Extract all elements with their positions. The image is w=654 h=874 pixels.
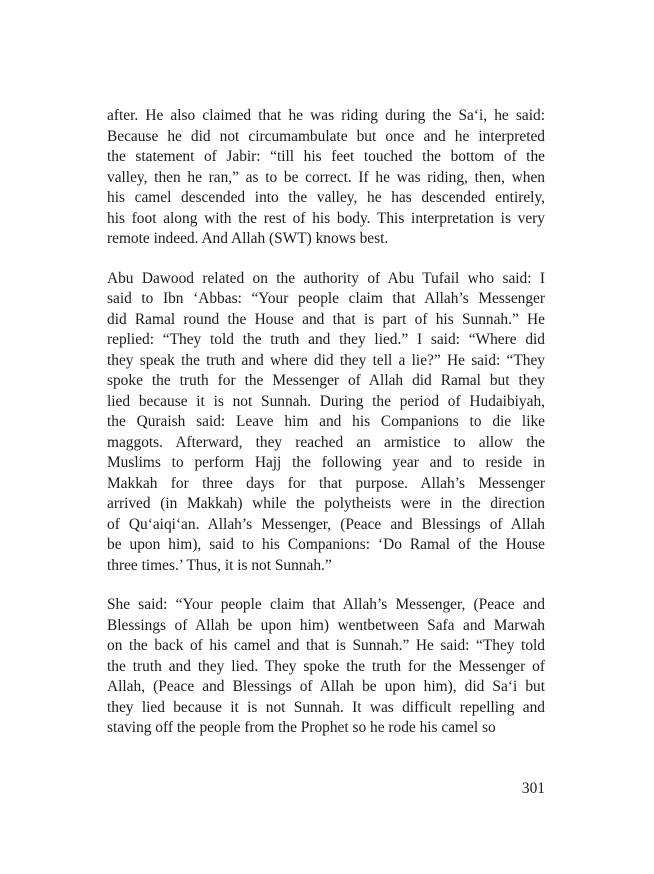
text-line: Makkah for three days for that purpose. Allah’s Messenger xyxy=(107,474,545,492)
text-line: She said: “Your people claim that Allah’s Messenger, (Peace and xyxy=(107,596,545,613)
text-column xyxy=(107,106,545,758)
text-line: Abu Dawood related on the authority of Abu Tufail who said: I xyxy=(107,269,545,287)
paragraph-1 xyxy=(107,106,545,250)
text-line: said to Ibn ‘Abbas: “Your people claim that Allah’s Messenger xyxy=(107,290,545,307)
text-line: they speak the truth and where did they tell a lie?” He said: “They xyxy=(107,351,545,369)
text-line: they lied because it is not Sunnah. It was difficult repelling and xyxy=(107,698,545,716)
text-line: the truth and they lied. They spoke the truth for the Messenger of xyxy=(107,657,545,675)
paragraph-3 xyxy=(107,595,545,739)
page-number: 301 xyxy=(521,780,545,797)
text-line: lied because it is not Sunnah. During the period of Hudaibiyah, xyxy=(107,392,545,410)
text-line: valley, then he ran,” as to be correct. If he was riding, then, when xyxy=(107,168,545,186)
paragraph-2 xyxy=(107,269,545,577)
text-line: be upon him), said to his Companions: ‘Do Ramal of the House xyxy=(107,536,545,553)
text-line: staving off the people from the Prophet so he rode his camel so xyxy=(107,719,496,736)
text-line: Blessings of Allah be upon him) wentbetween Safa and Marwah xyxy=(107,616,545,634)
text-line: maggots. Afterward, they reached an armistice to allow the xyxy=(107,433,545,451)
text-line: arrived (in Makkah) while the polytheists were in the direction xyxy=(107,495,545,512)
text-line: after. He also claimed that he was riding during the Sa‘i, he said: xyxy=(107,107,545,124)
text-line: three times.’ Thus, it is not Sunnah.” xyxy=(107,556,332,574)
text-line: spoke the truth for the Messenger of Allah did Ramal but they xyxy=(107,372,545,389)
text-line: Because he did not circumambulate but once and he interpreted xyxy=(107,127,545,145)
text-line: his foot along with the rest of his body. This interpretation is very xyxy=(107,209,545,227)
text-line: Muslims to perform Hajj the following year and to reside in xyxy=(107,454,545,471)
text-line: of Qu‘aiqi‘an. Allah’s Messenger, (Peace and Blessings of Allah xyxy=(107,515,545,533)
text-line: the Quraish said: Leave him and his Companions to die like xyxy=(107,413,545,430)
text-line: the statement of Jabir: “till his feet touched the bottom of the xyxy=(107,148,545,165)
text-line: remote indeed. And Allah (SWT) knows best. xyxy=(107,230,389,247)
text-line: Allah, (Peace and Blessings of Allah be upon him), did Sa‘i but xyxy=(107,678,545,695)
text-line: replied: “They told the truth and they lied.” I said: “Where did xyxy=(107,331,545,348)
text-line: on the back of his camel and that is Sunnah.” He said: “They told xyxy=(107,637,545,654)
text-line: did Ramal round the House and that is part of his Sunnah.” He xyxy=(107,310,545,328)
text-line: his camel descended into the valley, he has descended entirely, xyxy=(107,189,545,206)
